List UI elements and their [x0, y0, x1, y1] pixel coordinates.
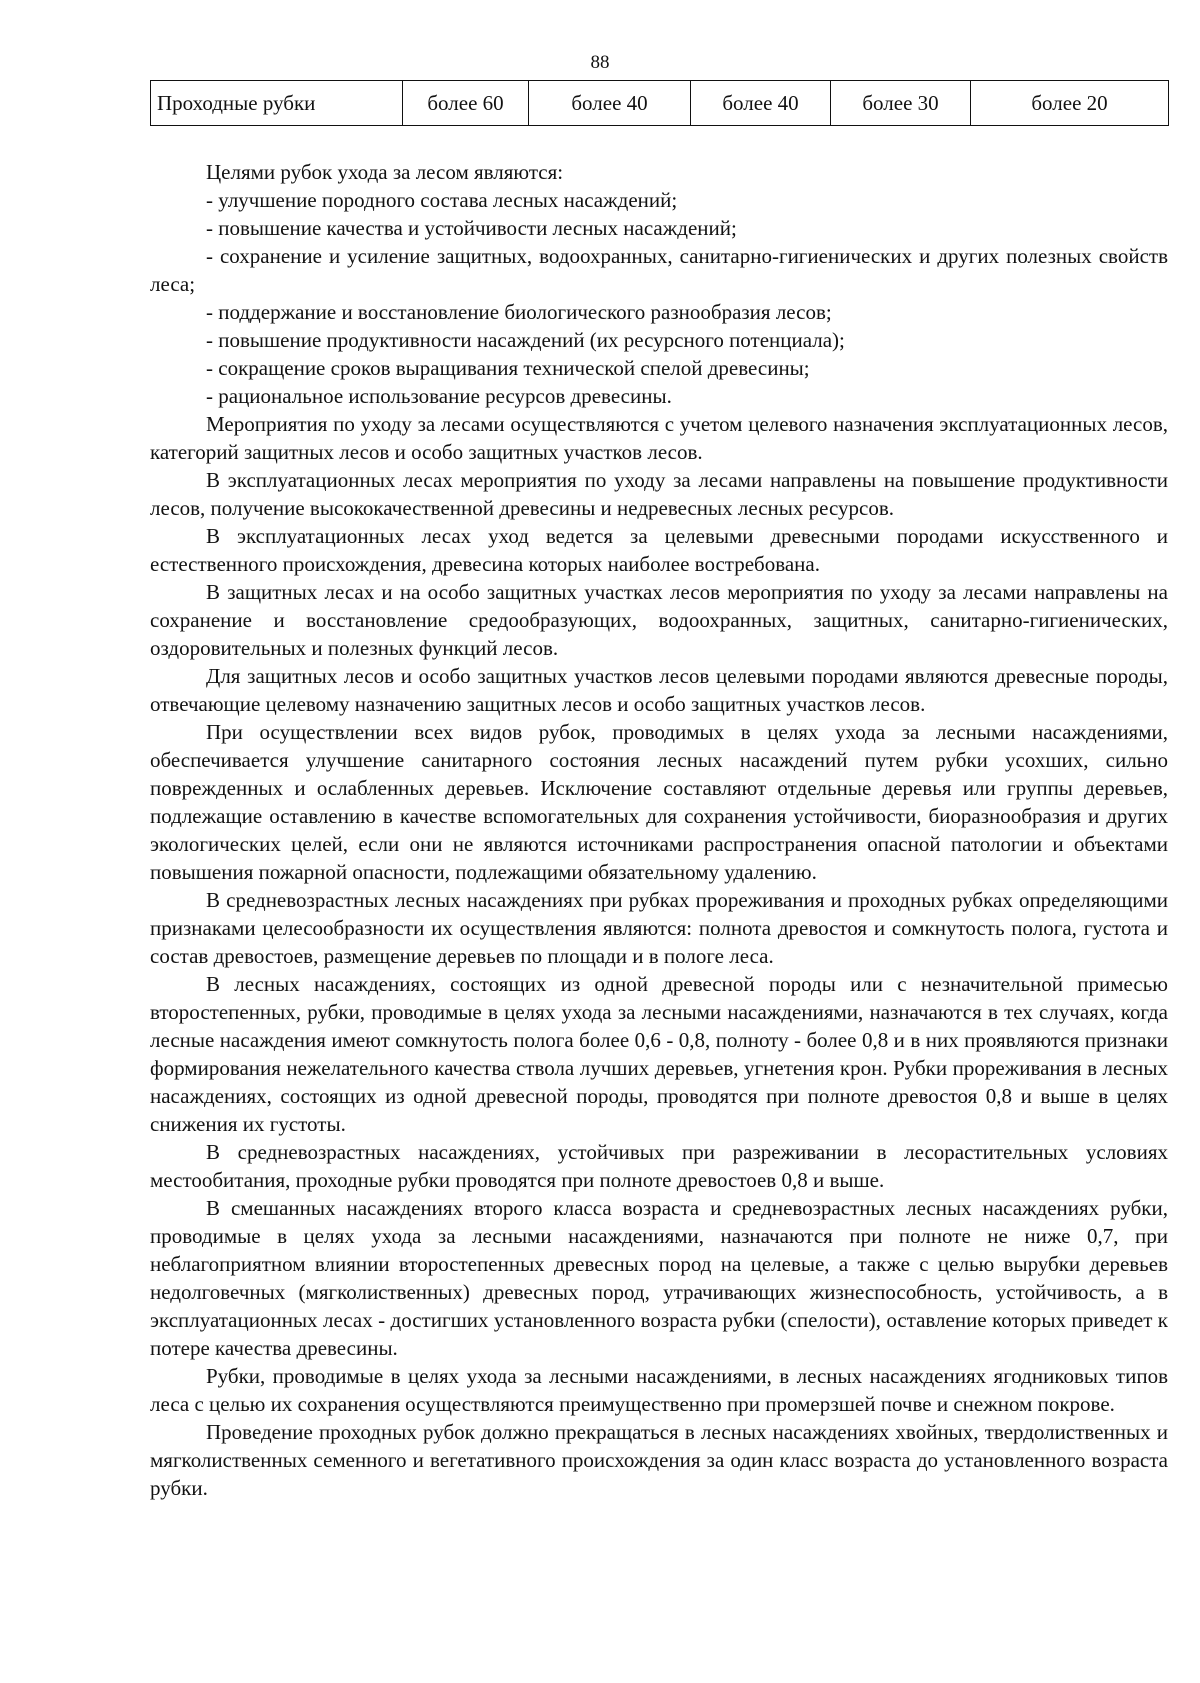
table-cell-label: Проходные рубки	[151, 81, 403, 126]
paragraph: В средневозрастных насаждениях, устойчивых при разреживании в лесорастительных условиях местообитания, проходные рубки проводятся при полноте древостоев 0,8 и выше.	[150, 1140, 1168, 1192]
table-row	[151, 81, 1169, 126]
paragraph: В защитных лесах и на особо защитных участках лесов мероприятия по уходу за лесами направлены на сохранение и восстановление средообразующих, водоохранных, защитных, санитарно-гигиенических, оздоровительных и полезных функций лесов.	[150, 580, 1168, 660]
paragraph: В эксплуатационных лесах уход ведется за целевыми древесными породами искусственного и естественного происхождения, древесина которых наиболее востребована.	[150, 524, 1168, 576]
list-item: - повышение продуктивности насаждений (их ресурсного потенциала);	[206, 328, 845, 352]
table-cell: более 30	[831, 81, 971, 126]
list-item: - повышение качества и устойчивости лесных насаждений;	[206, 216, 737, 240]
paragraph: При осуществлении всех видов рубок, проводимых в целях ухода за лесными насаждениями, обеспечивается улучшение санитарного состояния лесных насаждений путем рубки усохших, сильно поврежденных и ослабленных деревьев. Исключение составляют отдельные деревья или группы деревьев, подлежащие оставлению в качестве вспомогательных для сохранения устойчивости, биоразнообразия и других экологических целей, если они не являются источниками распространения опасной патологии и объектами повышения пожарной опасности, подлежащими обязательному удалению.	[150, 720, 1168, 884]
list-item: - улучшение породного состава лесных насаждений;	[206, 188, 678, 212]
paragraph: Рубки, проводимые в целях ухода за лесными насаждениями, в лесных насаждениях ягодниковых типов леса с целью их сохранения осуществляются преимущественно при промерзшей почве и снежном покрове.	[150, 1364, 1168, 1416]
list-item: - сокращение сроков выращивания технической спелой древесины;	[206, 356, 810, 380]
paragraph: Целями рубок ухода за лесом являются:	[206, 160, 564, 184]
paragraph: В эксплуатационных лесах мероприятия по уходу за лесами направлены на повышение продуктивности лесов, получение высококачественной древесины и недревесных лесных ресурсов.	[150, 468, 1168, 520]
table-cell: более 40	[529, 81, 691, 126]
list-item: - поддержание и восстановление биологического разнообразия лесов;	[206, 300, 832, 324]
body-text	[150, 158, 1168, 1502]
paragraph: В лесных насаждениях, состоящих из одной древесной породы или с незначительной примесью второстепенных, рубки, проводимые в целях ухода за лесными насаждениями, назначаются в тех случаях, когда лесные насаждения имеют сомкнутость полога более 0,6 - 0,8, полноту - более 0,8 и в них проявляются признаки формирования нежелательного качества ствола лучших деревьев, угнетения крон. Рубки прореживания в лесных насаждениях, состоящих из одной древесной породы, проводятся при полноте древостоя 0,8 и выше в целях снижения их густоты.	[150, 972, 1168, 1136]
table-cell: более 20	[971, 81, 1169, 126]
table-cell: более 60	[403, 81, 529, 126]
paragraph: Мероприятия по уходу за лесами осуществляются с учетом целевого назначения эксплуатационных лесов, категорий защитных лесов и особо защитных участков лесов.	[150, 412, 1168, 464]
paragraph: - сохранение и усиление защитных, водоохранных, санитарно-гигиенических и других полезных свойств леса;	[150, 244, 1168, 296]
table-cell: более 40	[691, 81, 831, 126]
page-number: 88	[590, 52, 610, 73]
paragraph: В смешанных насаждениях второго класса возраста и средневозрастных лесных насаждениях рубки, проводимые в целях ухода за лесными насаждениями, назначаются при полноте не ниже 0,7, при неблагоприятном влиянии второстепенных древесных пород на целевые, а также с целью вырубки деревьев недолговечных (мягколиственных) древесных пород, утрачивающих жизнеспособность, устойчивость, а в эксплуатационных лесах - достигших установленного возраста рубки (спелости), оставление которых приведет к потере качества древесины.	[150, 1196, 1168, 1360]
paragraph: В средневозрастных лесных насаждениях при рубках прореживания и проходных рубках определяющими признаками целесообразности их осуществления являются: полнота древостоя и сомкнутость полога, густота и состав древостоев, размещение деревьев по площади и в пологе леса.	[150, 888, 1168, 968]
paragraph: Проведение проходных рубок должно прекращаться в лесных насаждениях хвойных, твердолиственных и мягколиственных семенного и вегетативного происхождения за один класс возраста до установленного возраста рубки.	[150, 1420, 1168, 1500]
paragraph: Для защитных лесов и особо защитных участков лесов целевыми породами являются древесные породы, отвечающие целевому назначению защитных лесов и особо защитных участков лесов.	[150, 664, 1168, 716]
age-table	[150, 80, 1169, 126]
list-item: - рациональное использование ресурсов древесины.	[206, 384, 672, 408]
